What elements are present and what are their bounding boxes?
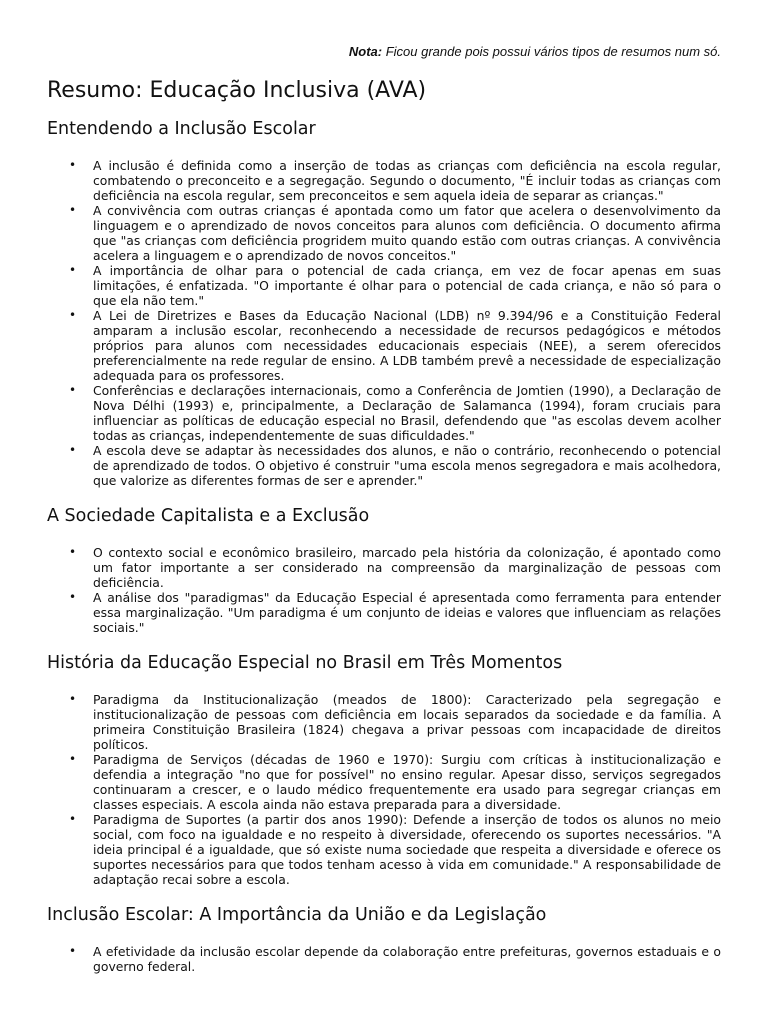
bullet-icon: • <box>69 944 77 958</box>
list-item-text: O contexto social e econômico brasileiro, marcado pela história da colonização, é apontado como um fator importante a ser considerado na compreensão da marginalização de pessoas com deficiência. <box>93 545 721 590</box>
section-heading: História da Educação Especial no Brasil em Três Momentos <box>47 653 563 673</box>
document-body <box>47 76 721 990</box>
bullet-icon: • <box>69 812 77 826</box>
bullet-list <box>47 692 721 887</box>
note-label: Nota: <box>348 44 383 59</box>
section-heading: Entendendo a Inclusão Escolar <box>47 119 316 139</box>
list-item-text: Paradigma de Serviços (décadas de 1960 e 1970): Surgiu com críticas à institucionalização e defendia a integração "no que for possível" no ensino regular. Apesar disso, serviços segregados continuaram a crescer, e o laudo médico frequentemente era usado para segregar crianças em classes especiais. A escola ainda não estava preparada para a diversidade. <box>93 752 721 812</box>
list-item <box>47 692 721 752</box>
bullet-icon: • <box>69 590 77 604</box>
section-capitalist-society <box>47 504 721 635</box>
bullet-list <box>47 545 721 635</box>
list-item-text: Conferências e declarações internacionais, como a Conferência de Jomtien (1990), a Declaração de Nova Délhi (1993) e, principalmente, a Declaração de Salamanca (1994), foram cruciais para influenciar as políticas de educação especial no Brasil, defendendo que "as escolas devem acolher todas as crianças, independentemente de suas dificuldades." <box>93 383 721 443</box>
document-title: Resumo: Educação Inclusiva (AVA) <box>47 78 427 103</box>
bullet-icon: • <box>69 263 77 277</box>
list-item-text: A inclusão é definida como a inserção de todas as crianças com deficiência na escola regular, combatendo o preconceito e a segregação. Segundo o documento, "É incluir todas as crianças com deficiência na escola regular, sem preconceitos e sem aquela ideia de separar as crianças." <box>93 158 721 203</box>
bullet-icon: • <box>69 545 77 559</box>
bullet-icon: • <box>69 443 77 457</box>
list-item-text: Paradigma de Suportes (a partir dos anos 1990): Defende a inserção de todos os alunos no meio social, com foco na igualdade e no respeito à diversidade, oferecendo os suportes necessários. "A ideia principal é a igualdade, que só existe numa sociedade que respeita a diversidade e oferece os suportes necessários para que todos tenham acesso à vida em comunidade." A responsabilidade de adaptação recai sobre a escola. <box>93 812 721 887</box>
bullet-icon: • <box>69 383 77 397</box>
list-item-text: A escola deve se adaptar às necessidades dos alunos, e não o contrário, reconhecendo o potencial de aprendizado de todos. O objetivo é construir "uma escola menos segregadora e mais acolhedora, que valorize as diferentes formas de ser e aprender." <box>93 443 721 488</box>
list-item <box>47 383 721 443</box>
list-item-text: A Lei de Diretrizes e Bases da Educação Nacional (LDB) nº 9.394/96 e a Constituição Federal amparam a inclusão escolar, reconhecendo a necessidade de recursos pedagógicos e métodos próprios para alunos com necessidades educacionais especiais (NEE), a serem oferecidos preferencialmente na rede regular de ensino. A LDB também prevê a necessidade de especialização adequada para os professores. <box>93 308 721 383</box>
list-item <box>47 263 721 308</box>
bullet-icon: • <box>69 158 77 172</box>
bullet-list <box>47 944 721 974</box>
section-heading: Inclusão Escolar: A Importância da União e da Legislação <box>47 905 547 925</box>
section-legislation <box>47 903 721 974</box>
bullet-list <box>47 158 721 488</box>
list-item-text: Paradigma da Institucionalização (meados de 1800): Caracterizado pela segregação e institucionalização de pessoas com deficiência em locais separados da sociedade e da família. A primeira Constituição Brasileira (1824) chegava a privar pessoas com incapacidade de direitos políticos. <box>93 692 721 752</box>
list-item <box>47 752 721 812</box>
list-item <box>47 158 721 203</box>
bullet-icon: • <box>69 752 77 766</box>
list-item-text: A convivência com outras crianças é apontada como um fator que acelera o desenvolvimento da linguagem e o aprendizado de novos conceitos para alunos com deficiência. O documento afirma que "as crianças com deficiência progridem muito quando estão com outras crianças. A convivência acelera a linguagem e o aprendizado de novos conceitos." <box>93 203 721 263</box>
list-item <box>47 443 721 488</box>
list-item <box>47 590 721 635</box>
list-item <box>47 308 721 383</box>
section-history <box>47 651 721 887</box>
list-item <box>47 812 721 887</box>
list-item-text: A análise dos "paradigmas" da Educação Especial é apresentada como ferramenta para entender essa marginalização. "Um paradigma é um conjunto de ideias e valores que influenciam as relações sociais." <box>93 590 721 635</box>
section-inclusion <box>47 117 721 488</box>
bullet-icon: • <box>69 692 77 706</box>
bullet-icon: • <box>69 308 77 322</box>
note <box>349 44 721 60</box>
list-item <box>47 944 721 974</box>
bullet-icon: • <box>69 203 77 217</box>
list-item <box>47 545 721 590</box>
list-item-text: A importância de olhar para o potencial de cada criança, em vez de focar apenas em suas limitações, é enfatizada. "O importante é olhar para o potencial de cada criança, e não só para o que ela não tem." <box>93 263 721 308</box>
section-heading: A Sociedade Capitalista e a Exclusão <box>47 506 370 526</box>
list-item-text: A efetividade da inclusão escolar depende da colaboração entre prefeituras, governos estaduais e o governo federal. <box>93 944 721 974</box>
note-text: Ficou grande pois possui vários tipos de resumos num só. <box>385 44 721 59</box>
list-item <box>47 203 721 263</box>
